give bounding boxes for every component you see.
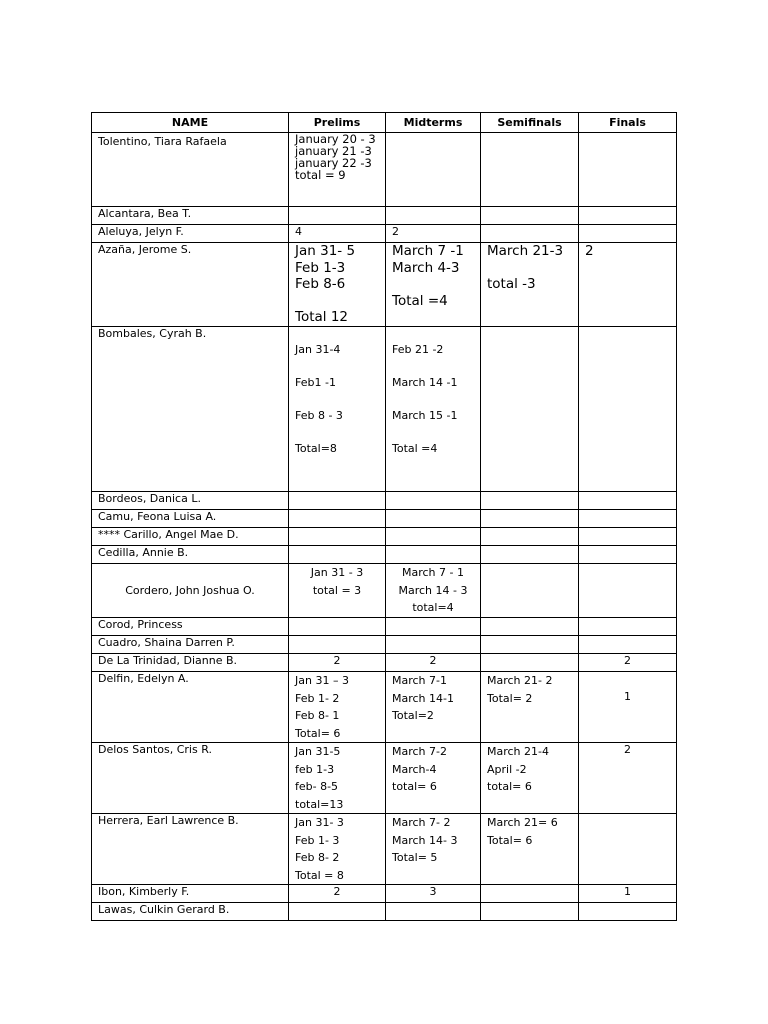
- midterms-cell: [386, 903, 481, 921]
- prelims-cell: 2: [289, 885, 386, 903]
- semifinals-cell: [481, 207, 579, 225]
- table-row: [92, 243, 677, 327]
- prelims-cell: 2: [289, 654, 386, 672]
- prelims-cell: Jan 31-5 feb 1-3 feb- 8-5 total=13: [289, 743, 386, 814]
- finals-cell: [579, 510, 677, 528]
- semifinals-cell: [481, 618, 579, 636]
- column-header-finals: Finals: [579, 113, 677, 133]
- finals-cell: [579, 327, 677, 492]
- column-header-semifinals: Semifinals: [481, 113, 579, 133]
- column-header-prelims: Prelims: [289, 113, 386, 133]
- finals-cell: 2: [579, 243, 677, 327]
- midterms-cell: [386, 618, 481, 636]
- table-row: [92, 743, 677, 814]
- finals-cell: [579, 546, 677, 564]
- finals-cell: [579, 564, 677, 618]
- student-name: **** Carillo, Angel Mae D.: [92, 528, 289, 546]
- student-name: Bordeos, Danica L.: [92, 492, 289, 510]
- student-name: Ibon, Kimberly F.: [92, 885, 289, 903]
- table-row: [92, 654, 677, 672]
- table-row: [92, 225, 677, 243]
- prelims-cell: [289, 636, 386, 654]
- student-name: Delos Santos, Cris R.: [92, 743, 289, 814]
- table-row: [92, 636, 677, 654]
- finals-cell: [579, 618, 677, 636]
- table-row: [92, 814, 677, 885]
- table-row: [92, 546, 677, 564]
- prelims-cell: [289, 492, 386, 510]
- semifinals-cell: [481, 885, 579, 903]
- midterms-cell: [386, 510, 481, 528]
- prelims-cell: Jan 31-4 Feb1 -1 Feb 8 - 3 Total=8: [289, 327, 386, 492]
- attendance-table: [91, 112, 677, 921]
- finals-cell: 1: [579, 672, 677, 743]
- semifinals-cell: [481, 903, 579, 921]
- student-name: Camu, Feona Luisa A.: [92, 510, 289, 528]
- midterms-cell: 3: [386, 885, 481, 903]
- student-name: Corod, Princess: [92, 618, 289, 636]
- finals-cell: [579, 492, 677, 510]
- finals-cell: [579, 225, 677, 243]
- finals-cell: [579, 814, 677, 885]
- finals-cell: 2: [579, 654, 677, 672]
- prelims-cell: [289, 618, 386, 636]
- midterms-cell: March 7 - 1 March 14 - 3 total=4: [386, 564, 481, 618]
- column-header-name: NAME: [92, 113, 289, 133]
- semifinals-cell: [481, 510, 579, 528]
- student-name: Herrera, Earl Lawrence B.: [92, 814, 289, 885]
- semifinals-cell: [481, 225, 579, 243]
- midterms-cell: March 7- 2 March 14- 3 Total= 5: [386, 814, 481, 885]
- student-name: Cuadro, Shaina Darren P.: [92, 636, 289, 654]
- table-row: [92, 133, 677, 207]
- prelims-cell: [289, 903, 386, 921]
- semifinals-cell: [481, 654, 579, 672]
- prelims-cell: Jan 31 - 3 total = 3: [289, 564, 386, 618]
- finals-cell: [579, 207, 677, 225]
- semifinals-cell: March 21= 6 Total= 6: [481, 814, 579, 885]
- finals-cell: [579, 636, 677, 654]
- student-name: Alcantara, Bea T.: [92, 207, 289, 225]
- midterms-cell: [386, 546, 481, 564]
- semifinals-cell: [481, 546, 579, 564]
- student-name: Azaña, Jerome S.: [92, 243, 289, 327]
- midterms-cell: March 7-1 March 14-1 Total=2: [386, 672, 481, 743]
- prelims-cell: [289, 546, 386, 564]
- student-name: De La Trinidad, Dianne B.: [92, 654, 289, 672]
- finals-cell: 2: [579, 743, 677, 814]
- student-name: Delfin, Edelyn A.: [92, 672, 289, 743]
- prelims-cell: 4: [289, 225, 386, 243]
- semifinals-cell: [481, 327, 579, 492]
- finals-cell: [579, 528, 677, 546]
- semifinals-cell: March 21-4 April -2 total= 6: [481, 743, 579, 814]
- midterms-cell: March 7-2 March-4 total= 6: [386, 743, 481, 814]
- table-row: [92, 672, 677, 743]
- table-row: [92, 528, 677, 546]
- student-name: Cordero, John Joshua O.: [92, 564, 289, 618]
- table-row: [92, 510, 677, 528]
- table-row: [92, 618, 677, 636]
- table-row: [92, 564, 677, 618]
- midterms-cell: 2: [386, 225, 481, 243]
- student-name: Bombales, Cyrah B.: [92, 327, 289, 492]
- prelims-cell: [289, 510, 386, 528]
- table-row: [92, 903, 677, 921]
- student-name: Lawas, Culkin Gerard B.: [92, 903, 289, 921]
- finals-cell: 1: [579, 885, 677, 903]
- midterms-cell: [386, 636, 481, 654]
- midterms-cell: [386, 492, 481, 510]
- header-row: [92, 113, 677, 133]
- prelims-cell: January 20 - 3 january 21 -3 january 22 -3 total = 9: [289, 133, 386, 207]
- midterms-cell: [386, 133, 481, 207]
- midterms-cell: [386, 207, 481, 225]
- semifinals-cell: [481, 636, 579, 654]
- semifinals-cell: [481, 492, 579, 510]
- prelims-cell: Jan 31 – 3 Feb 1- 2 Feb 8- 1 Total= 6: [289, 672, 386, 743]
- prelims-cell: Jan 31- 3 Feb 1- 3 Feb 8- 2 Total = 8: [289, 814, 386, 885]
- finals-cell: [579, 133, 677, 207]
- prelims-cell: [289, 207, 386, 225]
- semifinals-cell: [481, 564, 579, 618]
- semifinals-cell: March 21- 2 Total= 2: [481, 672, 579, 743]
- semifinals-cell: [481, 133, 579, 207]
- midterms-cell: Feb 21 -2 March 14 -1 March 15 -1 Total =4: [386, 327, 481, 492]
- student-name: Cedilla, Annie B.: [92, 546, 289, 564]
- table-row: [92, 885, 677, 903]
- semifinals-cell: [481, 528, 579, 546]
- midterms-cell: March 7 -1 March 4-3 Total =4: [386, 243, 481, 327]
- midterms-cell: 2: [386, 654, 481, 672]
- table-row: [92, 207, 677, 225]
- student-name: Tolentino, Tiara Rafaela: [92, 133, 289, 207]
- prelims-cell: Jan 31- 5 Feb 1-3 Feb 8-6 Total 12: [289, 243, 386, 327]
- column-header-midterms: Midterms: [386, 113, 481, 133]
- midterms-cell: [386, 528, 481, 546]
- prelims-cell: [289, 528, 386, 546]
- table-row: [92, 327, 677, 492]
- semifinals-cell: March 21-3 total -3: [481, 243, 579, 327]
- table-row: [92, 492, 677, 510]
- student-name: Aleluya, Jelyn F.: [92, 225, 289, 243]
- finals-cell: [579, 903, 677, 921]
